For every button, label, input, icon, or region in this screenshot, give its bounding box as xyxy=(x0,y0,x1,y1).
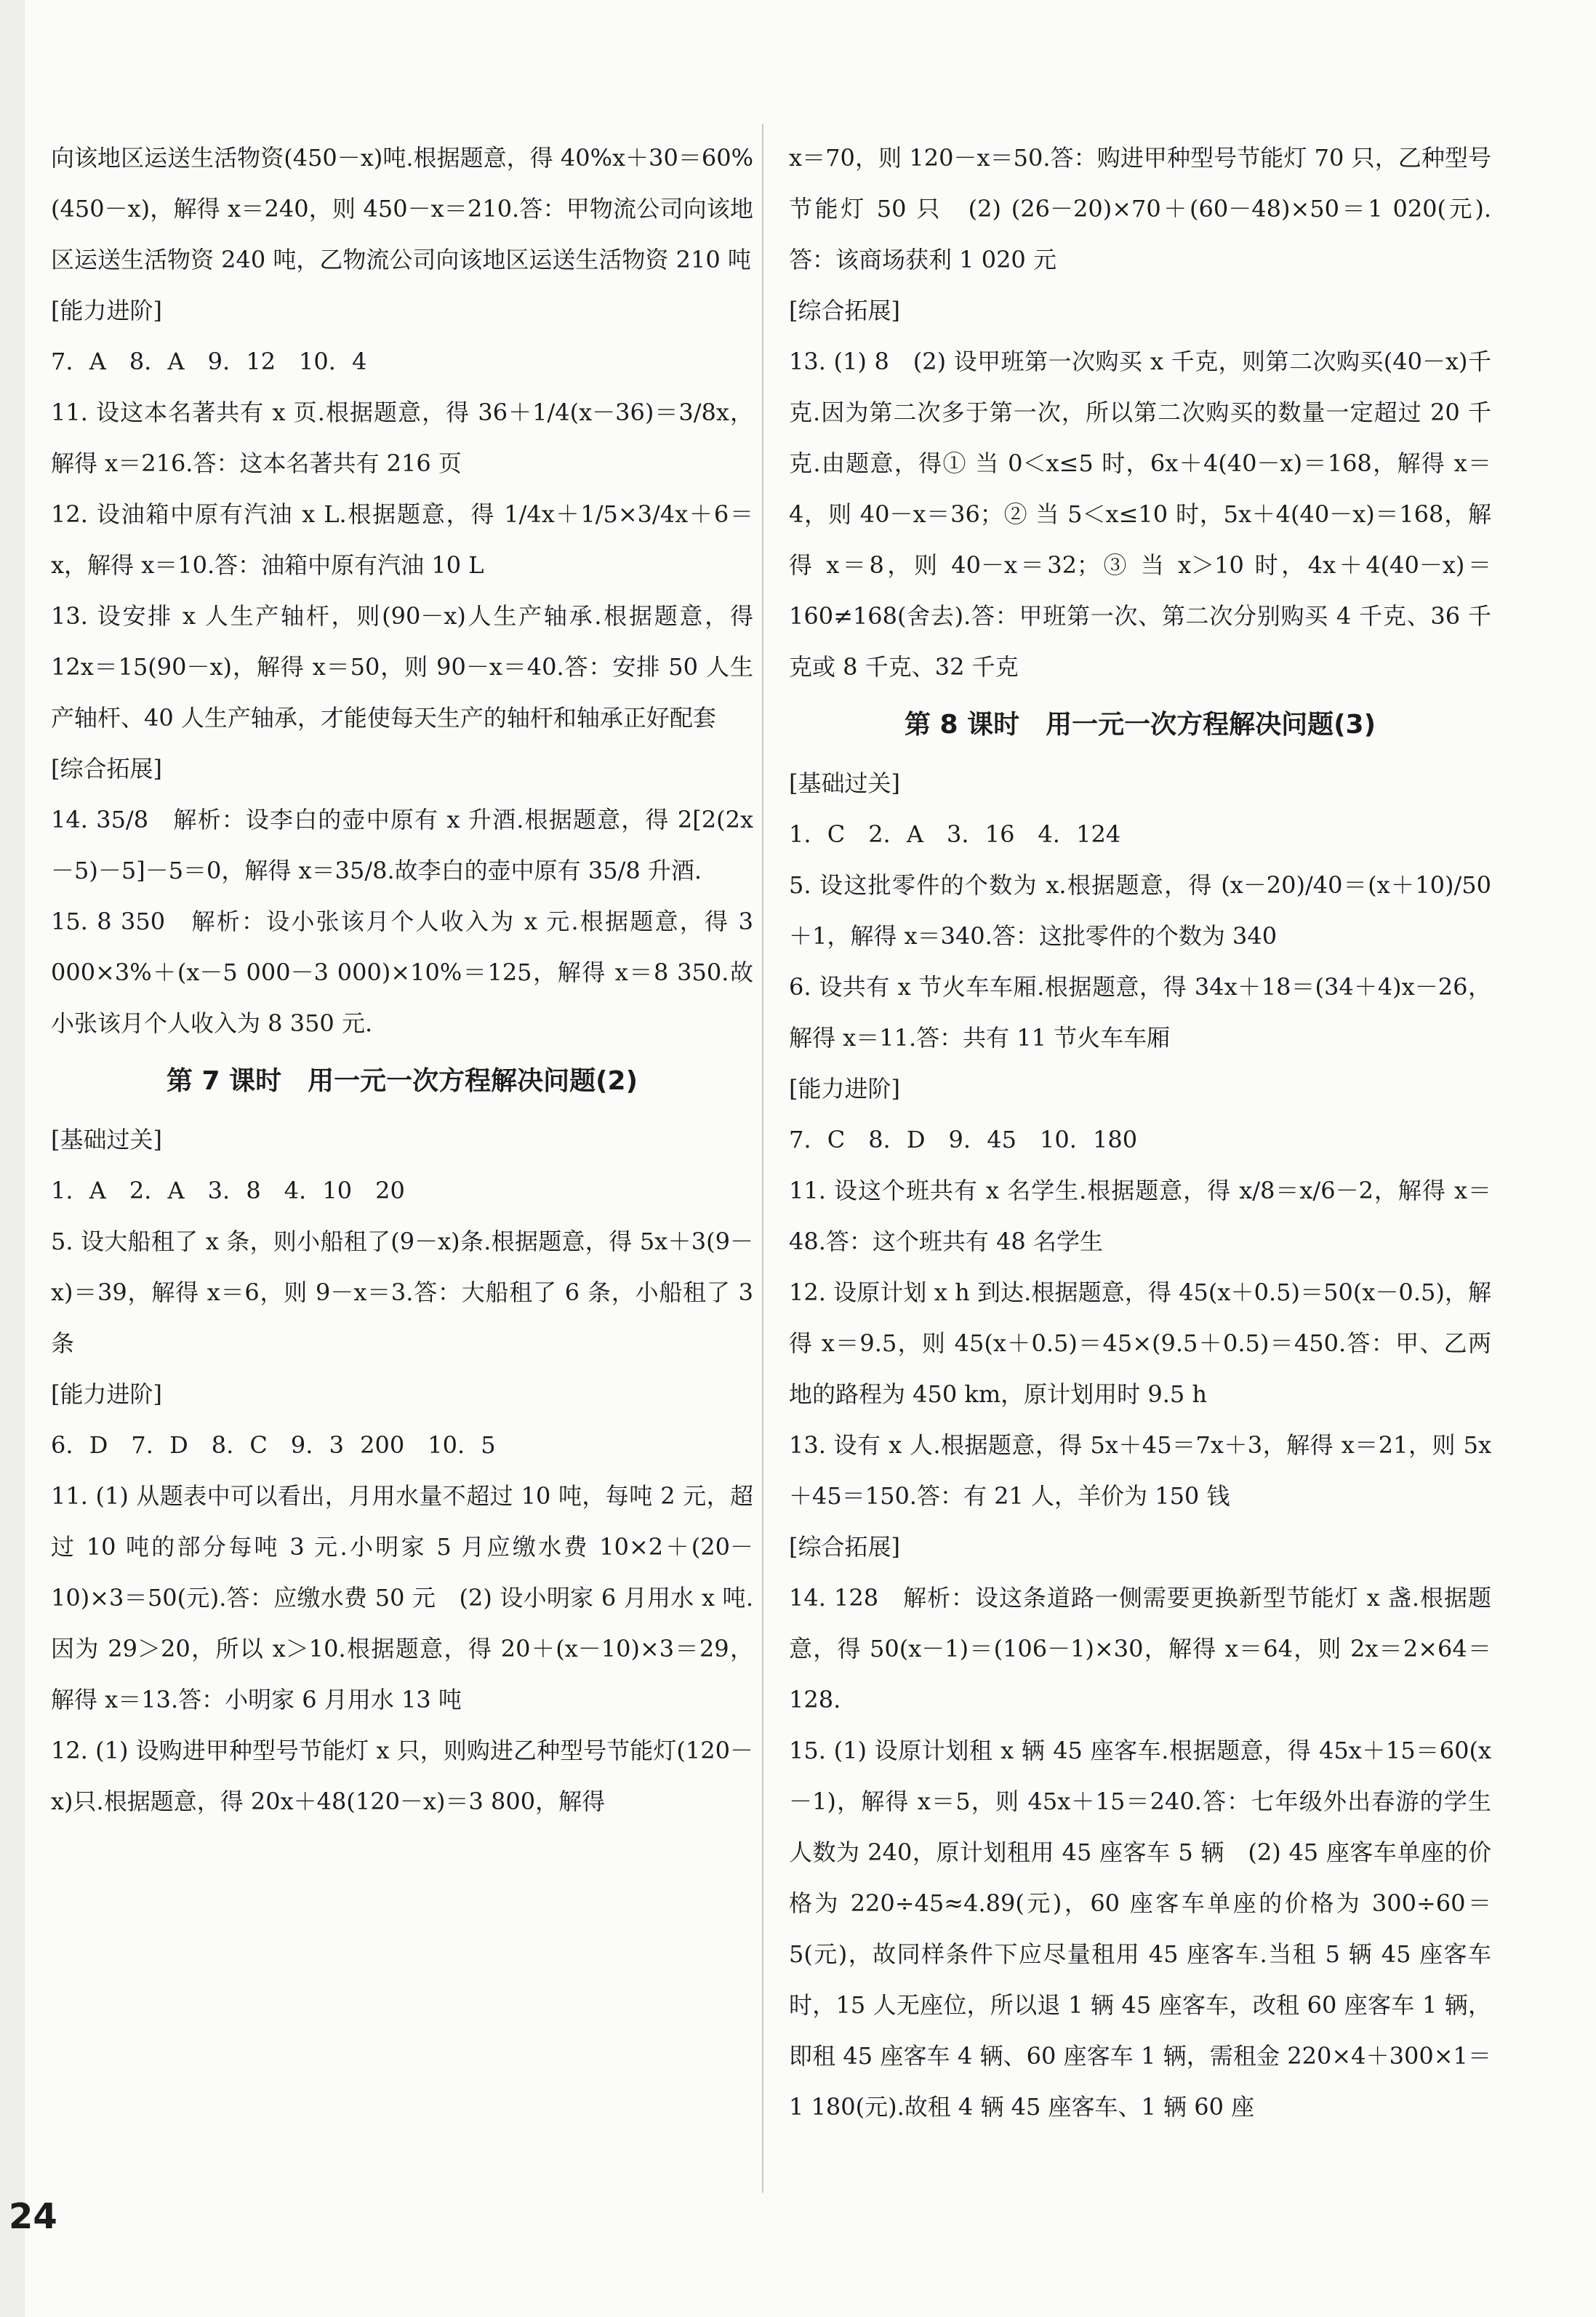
answer-paragraph: 向该地区运送生活物资(450－x)吨.根据题意，得 40%x＋30＝60%(450－x)，解得 x＝240，则 450－x＝210.答：甲物流公司向该地区运送生活物资 240 吨，乙物流公司向该地区运送生活物资 210 吨 xyxy=(51,144,753,273)
answer-paragraph: 11. 设这本名著共有 x 页.根据题意，得 36＋1/4(x－36)＝3/8x，解得 x＝216.答：这本名著共有 216 页 xyxy=(51,399,753,477)
answer-choices: 1. C 2. A 3. 16 4. 124 xyxy=(789,820,1121,848)
page-number: 24 xyxy=(9,2196,57,2237)
page-binding-edge xyxy=(0,0,25,2317)
column-divider xyxy=(762,124,763,2193)
answer-paragraph: 14. 35/8 解析：设李白的壶中原有 x 升酒.根据题意，得 2[2(2x－5)－5]－5＝0，解得 x＝35/8.故李白的壶中原有 35/8 升酒. xyxy=(51,806,753,884)
answer-paragraph: 13. (1) 8 (2) 设甲班第一次购买 x 千克，则第二次购买(40－x)千克.因为第二次多于第一次，所以第二次购买的数量一定超过 20 千克.由题意，得① 当 0＜x≤5 时，6x＋4(40－x)＝168，解得 x＝4，则 40－x＝36；② 当 5＜x≤10 时，5x＋4(40－x)＝168，解得 x＝8，则 40－x＝32；③ 当 x＞10 时，4x＋4(40－x)＝160≠168(舍去).答：甲班第一次、第二次分别购买 4 千克、36 千克或 8 千克、32 千克 xyxy=(789,348,1491,681)
section-tag-extension: [综合拓展] xyxy=(789,297,900,324)
answer-choices: 7. C 8. D 9. 45 10. 180 xyxy=(789,1126,1138,1153)
answer-paragraph: 13. 设有 x 人.根据题意，得 5x＋45＝7x＋3，解得 x＝21，则 5x＋45＝150.答：有 21 人，羊价为 150 钱 xyxy=(789,1431,1491,1510)
answer-paragraph: 14. 128 解析：设这条道路一侧需要更换新型节能灯 x 盏.根据题意，得 50(x－1)＝(106－1)×30，解得 x＝64，则 2x＝2×64＝128. xyxy=(789,1584,1491,1713)
section-tag-ability: [能力进阶] xyxy=(51,1380,162,1408)
answer-paragraph: 12. (1) 设购进甲种型号节能灯 x 只，则购进乙种型号节能灯(120－x)只.根据题意，得 20x＋48(120－x)＝3 800，解得 xyxy=(51,1737,753,1815)
section-tag-extension: [综合拓展] xyxy=(51,755,162,783)
answer-paragraph: 5. 设大船租了 x 条，则小船租了(9－x)条.根据题意，得 5x＋3(9－x)＝39，解得 x＝6，则 9－x＝3.答：大船租了 6 条，小船租了 3 条 xyxy=(51,1228,753,1357)
section-tag-ability: [能力进阶] xyxy=(789,1075,900,1103)
answer-paragraph: 15. 8 350 解析：设小张该月个人收入为 x 元.根据题意，得 3 000×3%＋(x－5 000－3 000)×10%＝125，解得 x＝8 350.故小张该月个人收入为 8 350 元. xyxy=(51,908,753,1037)
section-tag-basic: [基础过关] xyxy=(51,1126,162,1153)
answer-paragraph: 15. (1) 设原计划租 x 辆 45 座客车.根据题意，得 45x＋15＝60(x－1)，解得 x＝5，则 45x＋15＝240.答：七年级外出春游的学生人数为 240，原计划租用 45 座客车 5 辆 (2) 45 座客车单座的价格为 220÷45≈4.89(元)，60 座客车单座的价格为 300÷60＝5(元)，故同样条件下应尽量租用 45 座客车.当租 5 辆 45 座客车时，15 人无座位，所以退 1 辆 45 座客车，改租 60 座客车 1 辆，即租 45 座客车 4 辆、60 座客车 1 辆，需租金 220×4＋300×1＝1 180(元).故租 4 辆 45 座客车、1 辆 60 座 xyxy=(789,1737,1491,2121)
left-column xyxy=(51,132,753,1827)
answer-paragraph: x＝70，则 120－x＝50.答：购进甲种型号节能灯 70 只，乙种型号节能灯 50 只 (2) (26－20)×70＋(60－48)×50＝1 020(元).答：该商场获利 1 020 元 xyxy=(789,144,1491,273)
lesson-title: 第 7 课时 用一元一次方程解决问题(2) xyxy=(166,1066,638,1096)
answer-paragraph: 11. 设这个班共有 x 名学生.根据题意，得 x/8＝x/6－2，解得 x＝48.答：这个班共有 48 名学生 xyxy=(789,1177,1491,1255)
section-tag-ability: [能力进阶] xyxy=(51,297,162,324)
answer-paragraph: 12. 设油箱中原有汽油 x L.根据题意，得 1/4x＋1/5×3/4x＋6＝x，解得 x＝10.答：油箱中原有汽油 10 L xyxy=(51,500,753,579)
answer-choices: 7. A 8. A 9. 12 10. 4 xyxy=(51,348,367,375)
answer-choices: 6. D 7. D 8. C 9. 3 200 10. 5 xyxy=(51,1431,496,1459)
answer-paragraph: 11. (1) 从题表中可以看出，月用水量不超过 10 吨，每吨 2 元，超过 10 吨的部分每吨 3 元.小明家 5 月应缴水费 10×2＋(20－10)×3＝50(元).答：应缴水费 50 元 (2) 设小明家 6 月用水 x 吨.因为 29＞20，所以 x＞10.根据题意，得 20＋(x－10)×3＝29，解得 x＝13.答：小明家 6 月用水 13 吨 xyxy=(51,1482,753,1713)
section-tag-extension: [综合拓展] xyxy=(789,1533,900,1561)
lesson-title: 第 8 课时 用一元一次方程解决问题(3) xyxy=(904,710,1376,740)
answer-paragraph: 12. 设原计划 x h 到达.根据题意，得 45(x＋0.5)＝50(x－0.5)，解得 x＝9.5，则 45(x＋0.5)＝45×(9.5＋0.5)＝450.答：甲、乙两地的路程为 450 km，原计划用时 9.5 h xyxy=(789,1278,1491,1408)
right-column xyxy=(789,132,1491,2132)
answer-paragraph: 13. 设安排 x 人生产轴杆，则(90－x)人生产轴承.根据题意，得 12x＝15(90－x)，解得 x＝50，则 90－x＝40.答：安排 50 人生产轴杆、40 人生产轴承，才能使每天生产的轴杆和轴承正好配套 xyxy=(51,602,753,732)
section-tag-basic: [基础过关] xyxy=(789,769,900,797)
answer-choices: 1. A 2. A 3. 8 4. 10 20 xyxy=(51,1177,405,1204)
answer-paragraph: 5. 设这批零件的个数为 x.根据题意，得 (x－20)/40＝(x＋10)/50＋1，解得 x＝340.答：这批零件的个数为 340 xyxy=(789,871,1491,950)
answer-paragraph: 6. 设共有 x 节火车车厢.根据题意，得 34x＋18＝(34＋4)x－26，解得 x＝11.答：共有 11 节火车车厢 xyxy=(789,973,1491,1052)
